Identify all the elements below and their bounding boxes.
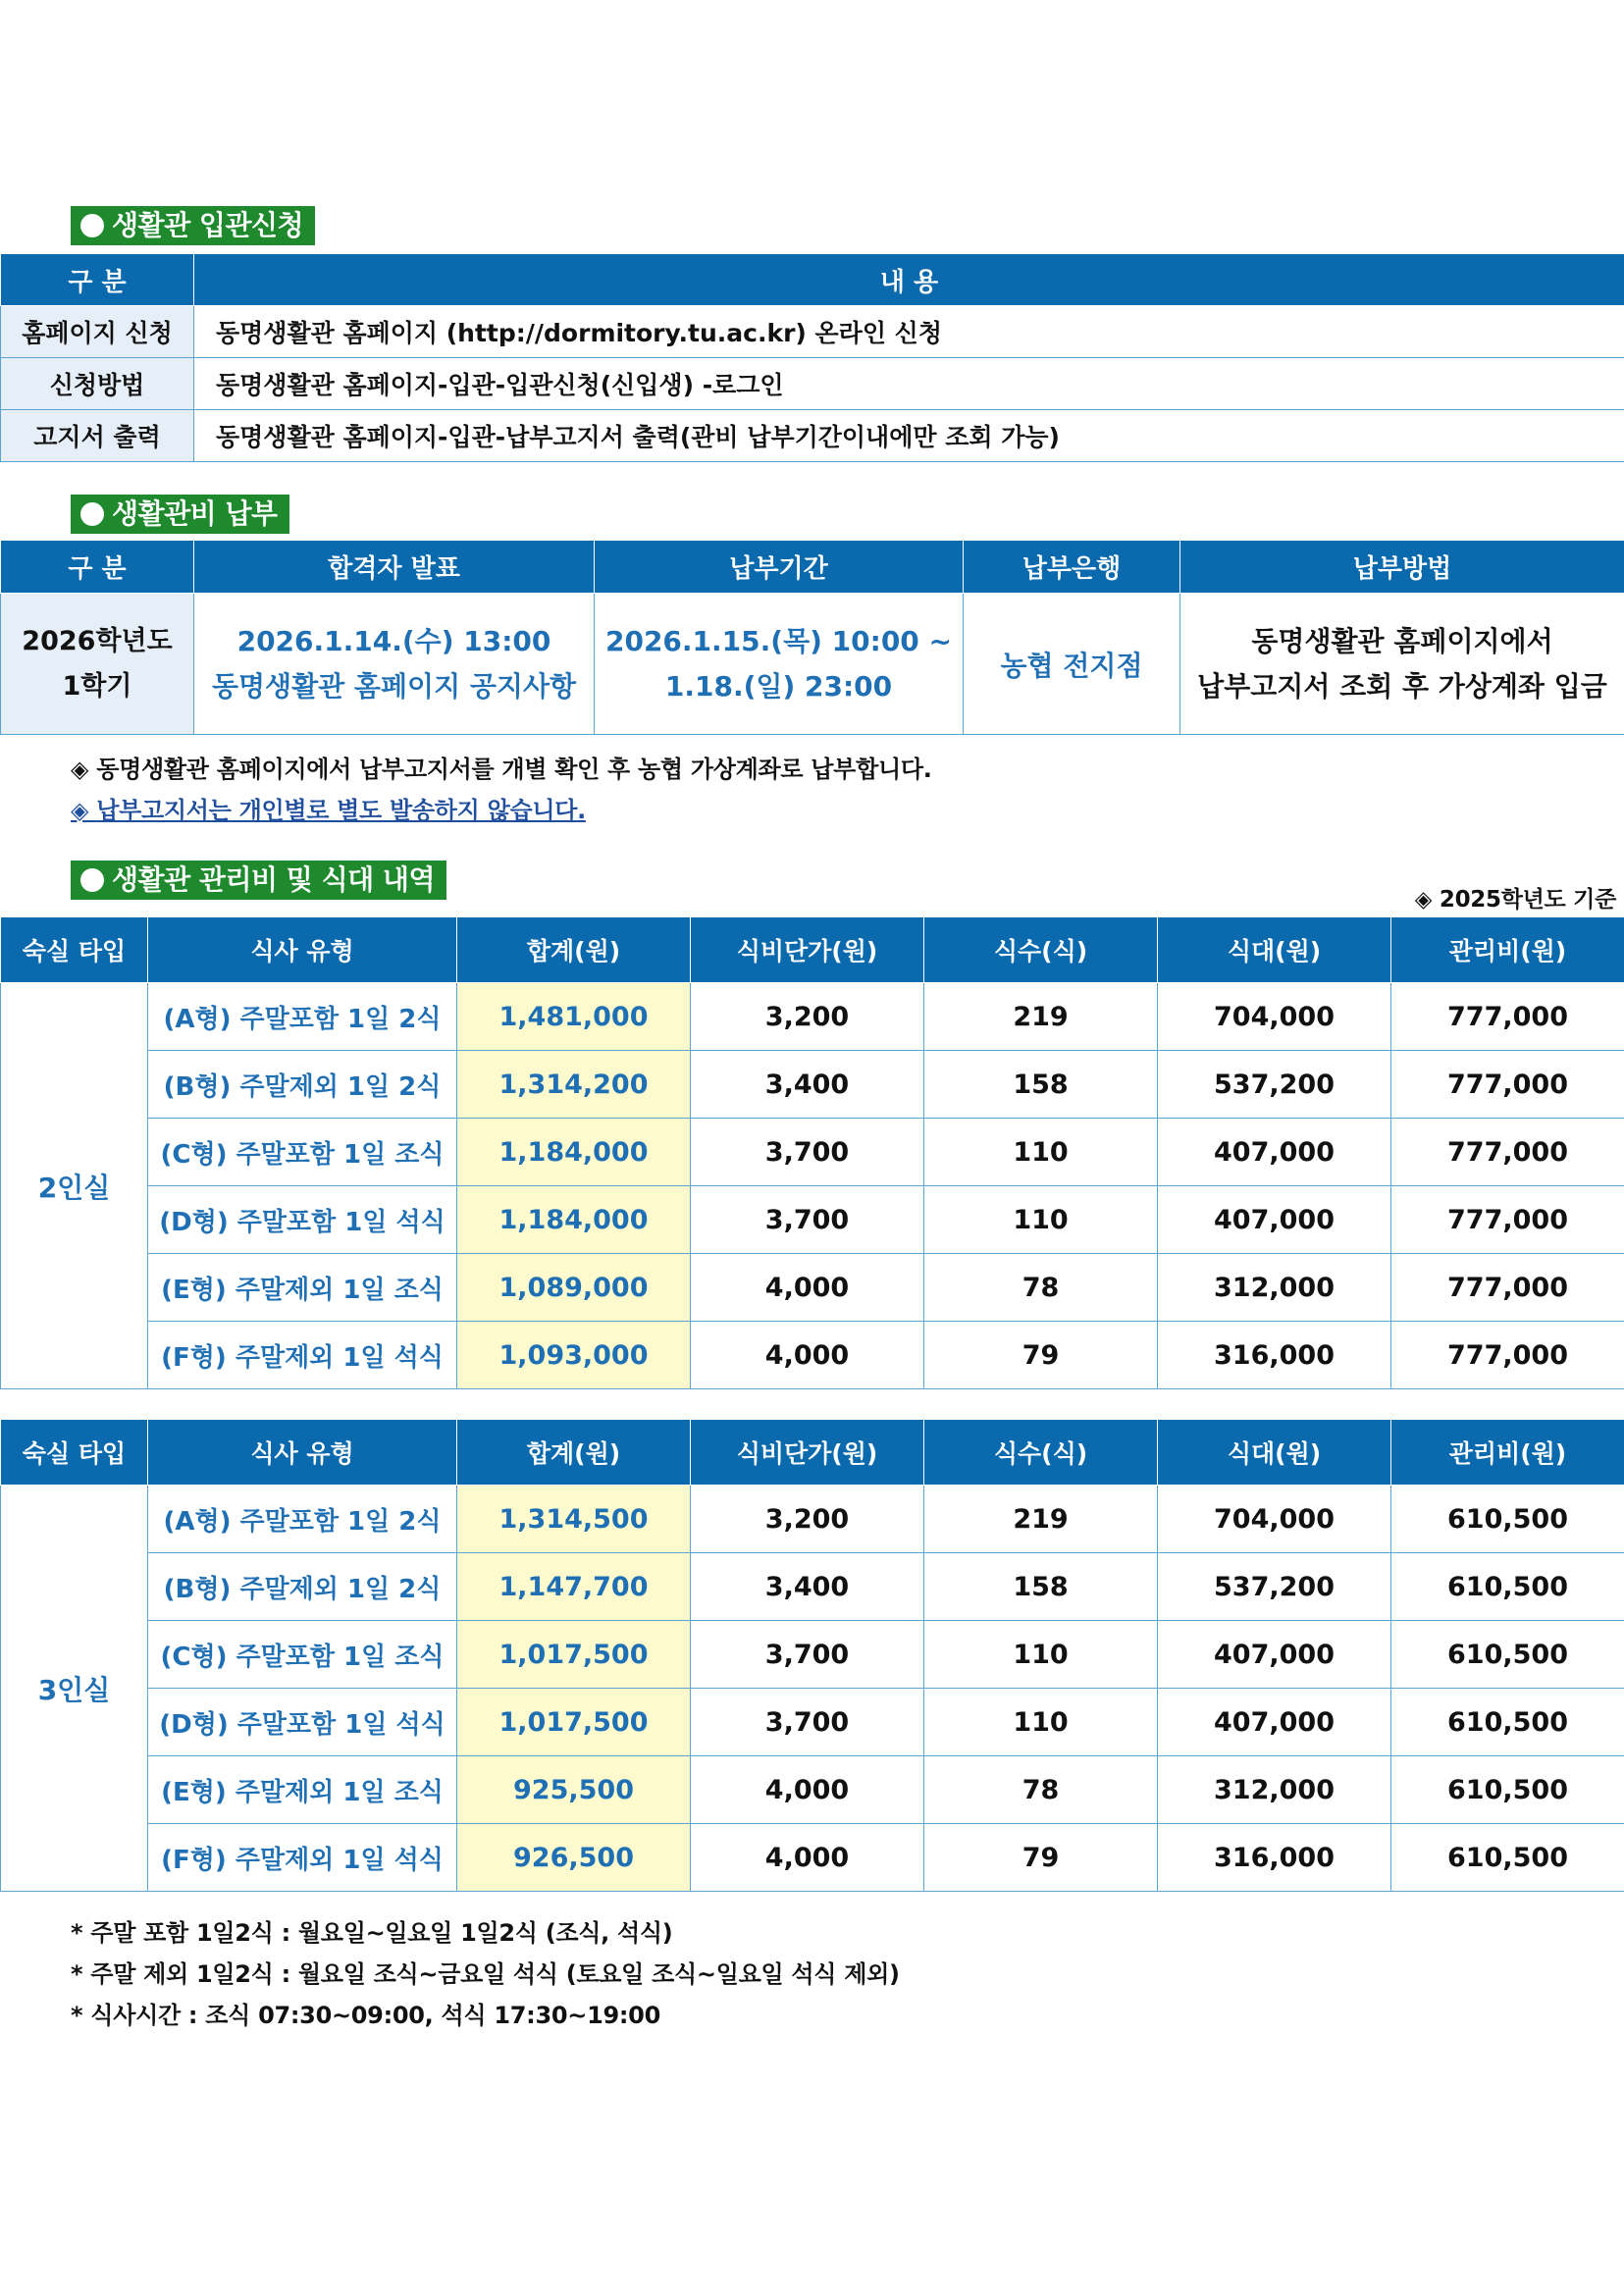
total-cell: 1,147,700 <box>457 1553 691 1621</box>
unit-price-cell: 3,400 <box>691 1553 924 1621</box>
meal-count-cell: 219 <box>924 1486 1158 1553</box>
management-fee-cell: 777,000 <box>1391 1119 1624 1186</box>
header-meal-cost: 식대(원) <box>1158 917 1391 983</box>
management-fee-cell: 777,000 <box>1391 1254 1624 1322</box>
meal-count-cell: 78 <box>924 1254 1158 1322</box>
row-content: 동명생활관 홈페이지-입관-납부고지서 출력(관비 납부기간이내에만 조회 가능) <box>194 410 1624 462</box>
header-meal-count: 식수(식) <box>924 1420 1158 1486</box>
meal-cost-cell: 537,200 <box>1158 1553 1391 1621</box>
method-cell: 동명생활관 홈페이지에서 납부고지서 조회 후 가상계좌 입금 <box>1180 594 1624 735</box>
meal-note-1: * 주말 포함 1일2식 : 월요일~일요일 1일2식 (조식, 석식) <box>71 1919 673 1947</box>
fee-table-triple <box>0 1419 1624 1892</box>
row-content: 동명생활관 홈페이지 (http://dormitory.tu.ac.kr) 온라인 신청 <box>194 306 1624 358</box>
management-fee-cell: 610,500 <box>1391 1756 1624 1824</box>
total-cell: 1,184,000 <box>457 1186 691 1254</box>
meal-type-cell: (B형) 주말제외 1일 2식 <box>148 1051 457 1119</box>
bullet-circle-icon <box>80 868 104 892</box>
management-fee-cell: 777,000 <box>1391 1322 1624 1389</box>
meal-type-cell: (C형) 주말포함 1일 조식 <box>148 1119 457 1186</box>
unit-price-cell: 3,700 <box>691 1186 924 1254</box>
header-room-type: 숙실 타입 <box>1 917 148 983</box>
header-period: 납부기간 <box>595 541 964 594</box>
bullet-diamond-icon: ◈ <box>71 756 97 783</box>
total-cell: 1,017,500 <box>457 1621 691 1689</box>
unit-price-cell: 3,700 <box>691 1621 924 1689</box>
meal-cost-cell: 407,000 <box>1158 1119 1391 1186</box>
meal-cost-cell: 704,000 <box>1158 983 1391 1051</box>
total-cell: 1,481,000 <box>457 983 691 1051</box>
management-fee-cell: 777,000 <box>1391 983 1624 1051</box>
bullet-diamond-icon: ◈ <box>1414 887 1440 913</box>
meal-cost-cell: 704,000 <box>1158 1486 1391 1553</box>
management-fee-cell: 610,500 <box>1391 1621 1624 1689</box>
total-cell: 1,017,500 <box>457 1689 691 1756</box>
management-fee-cell: 777,000 <box>1391 1186 1624 1254</box>
meal-cost-cell: 316,000 <box>1158 1824 1391 1892</box>
header-unit-price: 식비단가(원) <box>691 1420 924 1486</box>
header-management-fee: 관리비(원) <box>1391 1420 1624 1486</box>
unit-price-cell: 3,700 <box>691 1689 924 1756</box>
header-category: 구 분 <box>1 254 194 306</box>
meal-count-cell: 219 <box>924 983 1158 1051</box>
meal-type-cell: (F형) 주말제외 1일 석식 <box>148 1824 457 1892</box>
bullet-circle-icon <box>80 214 104 237</box>
header-method: 납부방법 <box>1180 541 1624 594</box>
header-category: 구 분 <box>1 541 194 594</box>
unit-price-cell: 4,000 <box>691 1254 924 1322</box>
unit-price-cell: 3,200 <box>691 1486 924 1553</box>
meal-count-cell: 110 <box>924 1689 1158 1756</box>
unit-price-cell: 3,200 <box>691 983 924 1051</box>
section-title-fees: 생활관 관리비 및 식대 내역 <box>71 861 446 900</box>
meal-count-cell: 78 <box>924 1756 1158 1824</box>
row-content: 동명생활관 홈페이지-입관-입관신청(신입생) -로그인 <box>194 358 1624 410</box>
meal-count-cell: 79 <box>924 1322 1158 1389</box>
row-label: 홈페이지 신청 <box>1 306 194 358</box>
meal-count-cell: 110 <box>924 1119 1158 1186</box>
meal-cost-cell: 316,000 <box>1158 1322 1391 1389</box>
meal-type-cell: (A형) 주말포함 1일 2식 <box>148 1486 457 1553</box>
header-management-fee: 관리비(원) <box>1391 917 1624 983</box>
header-total: 합계(원) <box>457 1420 691 1486</box>
total-cell: 925,500 <box>457 1756 691 1824</box>
meal-count-cell: 158 <box>924 1051 1158 1119</box>
header-room-type: 숙실 타입 <box>1 1420 148 1486</box>
meal-cost-cell: 407,000 <box>1158 1689 1391 1756</box>
header-meal-count: 식수(식) <box>924 917 1158 983</box>
meal-type-cell: (B형) 주말제외 1일 2식 <box>148 1553 457 1621</box>
header-meal-type: 식사 유형 <box>148 917 457 983</box>
meal-count-cell: 79 <box>924 1824 1158 1892</box>
unit-price-cell: 4,000 <box>691 1322 924 1389</box>
announcement-cell: 2026.1.14.(수) 13:00 동명생활관 홈페이지 공지사항 <box>194 594 595 735</box>
row-label: 신청방법 <box>1 358 194 410</box>
row-label: 고지서 출력 <box>1 410 194 462</box>
payment-note-2: ◈ 납부고지서는 개인별로 별도 발송하지 않습니다. <box>71 797 586 824</box>
header-meal-cost: 식대(원) <box>1158 1420 1391 1486</box>
meal-cost-cell: 537,200 <box>1158 1051 1391 1119</box>
header-bank: 납부은행 <box>964 541 1180 594</box>
meal-note-2: * 주말 제외 1일2식 : 월요일 조식~금요일 석식 (토요일 조식~일요일 석식 제외) <box>71 1960 900 1988</box>
section-title-payment: 생활관비 납부 <box>71 495 289 534</box>
term-cell: 2026학년도 1학기 <box>1 594 194 735</box>
meal-cost-cell: 312,000 <box>1158 1254 1391 1322</box>
meal-type-cell: (C형) 주말포함 1일 조식 <box>148 1621 457 1689</box>
meal-type-cell: (D형) 주말포함 1일 석식 <box>148 1186 457 1254</box>
fee-table-double <box>0 916 1624 1389</box>
unit-price-cell: 4,000 <box>691 1824 924 1892</box>
bullet-circle-icon <box>80 502 104 526</box>
payment-note-1: ◈ 동명생활관 홈페이지에서 납부고지서를 개별 확인 후 농협 가상계좌로 납부합니다. <box>71 756 932 783</box>
total-cell: 1,184,000 <box>457 1119 691 1186</box>
meal-cost-cell: 407,000 <box>1158 1621 1391 1689</box>
meal-cost-cell: 407,000 <box>1158 1186 1391 1254</box>
meal-cost-cell: 312,000 <box>1158 1756 1391 1824</box>
total-cell: 1,314,200 <box>457 1051 691 1119</box>
total-cell: 1,089,000 <box>457 1254 691 1322</box>
management-fee-cell: 610,500 <box>1391 1824 1624 1892</box>
meal-count-cell: 158 <box>924 1553 1158 1621</box>
meal-type-cell: (D형) 주말포함 1일 석식 <box>148 1689 457 1756</box>
period-cell: 2026.1.15.(목) 10:00 ~ 1.18.(일) 23:00 <box>595 594 964 735</box>
room-type-cell: 3인실 <box>1 1486 148 1892</box>
header-meal-type: 식사 유형 <box>148 1420 457 1486</box>
total-cell: 926,500 <box>457 1824 691 1892</box>
application-table <box>0 253 1624 462</box>
bank-cell: 농협 전지점 <box>964 594 1180 735</box>
header-announcement: 합격자 발표 <box>194 541 595 594</box>
meal-type-cell: (E형) 주말제외 1일 조식 <box>148 1756 457 1824</box>
meal-type-cell: (E형) 주말제외 1일 조식 <box>148 1254 457 1322</box>
meal-type-cell: (A형) 주말포함 1일 2식 <box>148 983 457 1051</box>
payment-table <box>0 540 1624 735</box>
meal-count-cell: 110 <box>924 1186 1158 1254</box>
total-cell: 1,093,000 <box>457 1322 691 1389</box>
header-total: 합계(원) <box>457 917 691 983</box>
section-title-application: 생활관 입관신청 <box>71 206 315 245</box>
management-fee-cell: 610,500 <box>1391 1486 1624 1553</box>
management-fee-cell: 610,500 <box>1391 1689 1624 1756</box>
total-cell: 1,314,500 <box>457 1486 691 1553</box>
meal-note-3: * 식사시간 : 조식 07:30~09:00, 석식 17:30~19:00 <box>71 2002 660 2029</box>
unit-price-cell: 3,400 <box>691 1051 924 1119</box>
management-fee-cell: 610,500 <box>1391 1553 1624 1621</box>
bullet-diamond-icon: ◈ <box>71 797 97 824</box>
room-type-cell: 2인실 <box>1 983 148 1389</box>
unit-price-cell: 4,000 <box>691 1756 924 1824</box>
meal-count-cell: 110 <box>924 1621 1158 1689</box>
header-content: 내 용 <box>194 254 1624 306</box>
unit-price-cell: 3,700 <box>691 1119 924 1186</box>
basis-note: ◈ 2025학년도 기준 <box>1414 887 1616 913</box>
meal-type-cell: (F형) 주말제외 1일 석식 <box>148 1322 457 1389</box>
header-unit-price: 식비단가(원) <box>691 917 924 983</box>
management-fee-cell: 777,000 <box>1391 1051 1624 1119</box>
